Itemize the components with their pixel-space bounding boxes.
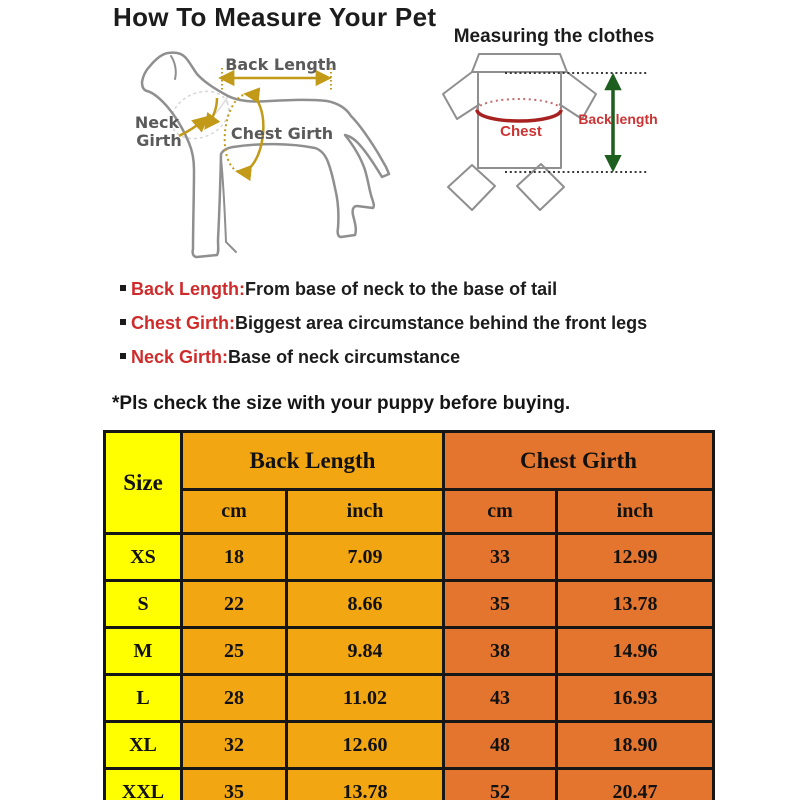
bullet-icon (120, 319, 126, 325)
size-cell: XS (105, 534, 182, 581)
size-cell: M (105, 628, 182, 675)
bl-inch-header: inch (287, 490, 444, 534)
shoulder-arrow (207, 98, 217, 126)
bl-cm-cell: 32 (182, 722, 287, 769)
bl-inch-cell: 7.09 (287, 534, 444, 581)
note-label: Chest Girth: (131, 313, 236, 333)
bl-inch-cell: 13.78 (287, 769, 444, 800)
bl-inch-cell: 11.02 (287, 675, 444, 722)
bullet-icon (120, 285, 126, 291)
dog-outline (142, 53, 389, 257)
bl-cm-cell: 25 (182, 628, 287, 675)
note-text: From base of neck to the base of tail (245, 279, 558, 299)
note-text: Biggest area circumstance behind the front legs (235, 313, 648, 333)
bullet-icon (120, 353, 126, 359)
measure-notes (120, 279, 647, 381)
back-length-label: Back length (578, 111, 658, 127)
cg-inch-cell: 20.47 (557, 769, 714, 800)
size-table (103, 430, 715, 800)
page-title: How To Measure Your Pet (113, 2, 437, 32)
cg-cm-cell: 52 (444, 769, 557, 800)
note-back-length (120, 279, 647, 300)
back-length-label: Back Length (225, 55, 337, 74)
note-neck-girth (120, 347, 647, 368)
size-column-header: Size (105, 432, 182, 534)
table-row-l (105, 675, 714, 722)
bl-cm-cell: 18 (182, 534, 287, 581)
cg-cm-cell: 48 (444, 722, 557, 769)
cg-cm-cell: 33 (444, 534, 557, 581)
bl-inch-cell: 9.84 (287, 628, 444, 675)
chest-girth-group-header: Chest Girth (444, 432, 714, 490)
cg-inch-cell: 14.96 (557, 628, 714, 675)
cg-inch-header: inch (557, 490, 714, 534)
size-cell: XL (105, 722, 182, 769)
bl-inch-cell: 8.66 (287, 581, 444, 628)
dog-measurement-diagram (105, 40, 455, 270)
table-row-m (105, 628, 714, 675)
chest-ellipse (477, 99, 561, 121)
size-check-note: *Pls check the size with your puppy before buying. (112, 393, 571, 414)
table-header-row (105, 432, 714, 490)
cg-cm-header: cm (444, 490, 557, 534)
clothes-diagram-title: Measuring the clothes (453, 26, 655, 47)
neck-girth-label-line2: Girth (136, 131, 182, 150)
size-cell: S (105, 581, 182, 628)
table-row-s (105, 581, 714, 628)
back-length-group-header: Back Length (182, 432, 444, 490)
table-units-row (105, 490, 714, 534)
bl-cm-cell: 35 (182, 769, 287, 800)
cg-cm-cell: 43 (444, 675, 557, 722)
bl-cm-cell: 22 (182, 581, 287, 628)
cg-cm-cell: 38 (444, 628, 557, 675)
note-label: Back Length: (131, 279, 246, 299)
size-cell: L (105, 675, 182, 722)
neck-girth-label-line1: Neck (134, 113, 180, 132)
clothes-measurement-diagram (440, 52, 668, 252)
size-cell: XXL (105, 769, 182, 800)
bl-inch-cell: 12.60 (287, 722, 444, 769)
cg-inch-cell: 12.99 (557, 534, 714, 581)
note-text: Base of neck circumstance (228, 347, 461, 367)
bl-cm-cell: 28 (182, 675, 287, 722)
cg-inch-cell: 18.90 (557, 722, 714, 769)
bl-cm-header: cm (182, 490, 287, 534)
note-label: Neck Girth: (131, 347, 229, 367)
table-row-xxl (105, 769, 714, 800)
dog-ear-line (171, 56, 176, 79)
chest-girth-label: Chest Girth (230, 124, 334, 143)
cg-inch-cell: 16.93 (557, 675, 714, 722)
table-row-xs (105, 534, 714, 581)
cg-inch-cell: 13.78 (557, 581, 714, 628)
chest-label: Chest (500, 123, 542, 140)
dog-hind-leg-line (221, 158, 236, 252)
cg-cm-cell: 35 (444, 581, 557, 628)
note-chest-girth (120, 313, 647, 334)
table-row-xl (105, 722, 714, 769)
